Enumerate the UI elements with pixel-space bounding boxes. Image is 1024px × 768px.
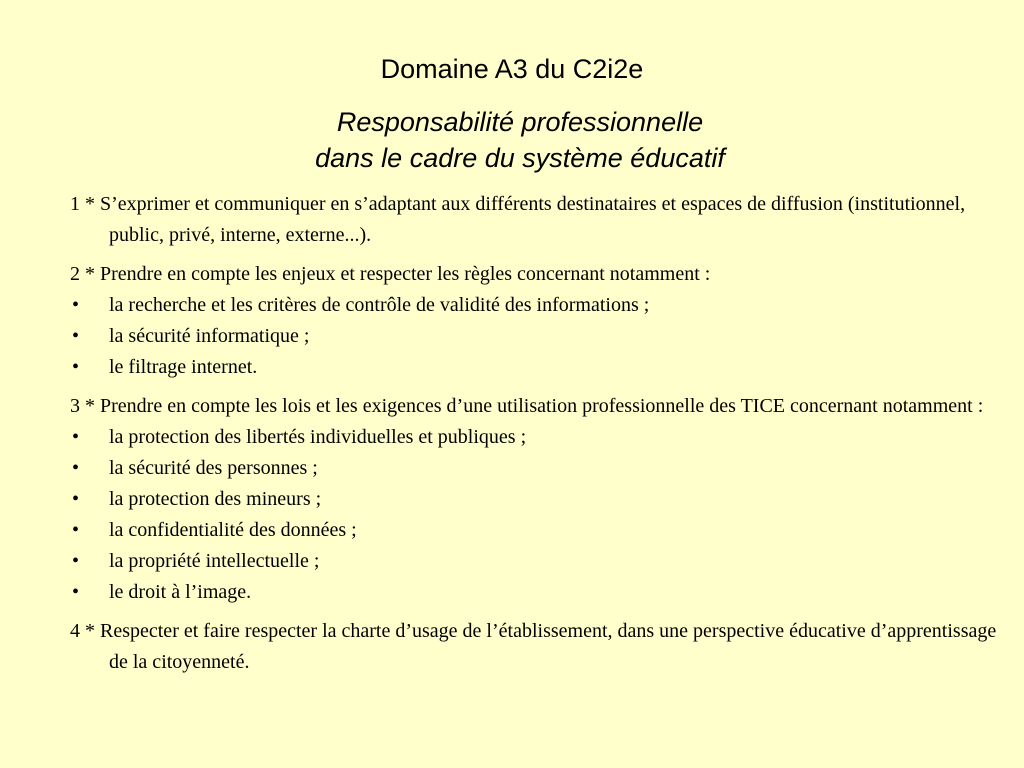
list-item bbox=[70, 352, 1010, 383]
item-1-text: 1 * S’exprimer et communiquer en s’adaptant aux différents destinataires et espaces de diffusion (institutionnel, public, privé, interne, externe...). bbox=[70, 193, 966, 246]
bullet-icon: • bbox=[72, 519, 80, 541]
list-item bbox=[70, 577, 1010, 608]
list-item-text: la recherche et les critères de contrôle de validité des informations ; bbox=[109, 294, 650, 316]
bullet-icon: • bbox=[72, 294, 80, 316]
item-1 bbox=[70, 189, 1010, 251]
list-item-text: la protection des libertés individuelles et publiques ; bbox=[109, 426, 527, 448]
item-3-text: 3 * Prendre en compte les lois et les exigences d’une utilisation professionnelle des TICE concernant notamment : bbox=[70, 395, 984, 417]
list-item-text: le droit à l’image. bbox=[109, 581, 252, 603]
bullet-icon: • bbox=[72, 325, 80, 347]
item-3 bbox=[70, 391, 1010, 608]
bullet-icon: • bbox=[72, 356, 80, 378]
list-item-text: la propriété intellectuelle ; bbox=[109, 550, 320, 572]
subtitle-line-1: Responsabilité professionnelle bbox=[336, 107, 704, 137]
item-4 bbox=[70, 616, 1010, 678]
list-item-text: le filtrage internet. bbox=[109, 356, 258, 378]
item-2-text: 2 * Prendre en compte les enjeux et respecter les règles concernant notamment : bbox=[70, 263, 711, 285]
list-item-text: la confidentialité des données ; bbox=[109, 519, 357, 541]
subtitle-line-2: dans le cadre du système éducatif bbox=[315, 143, 725, 173]
slide-subtitle bbox=[0, 104, 1024, 176]
slide-body bbox=[70, 189, 1010, 678]
list-item bbox=[70, 422, 1010, 453]
bullet-icon: • bbox=[72, 457, 80, 479]
list-item bbox=[70, 515, 1010, 546]
slide-title: Domaine A3 du C2i2e bbox=[380, 54, 644, 84]
item-3-bullet-list bbox=[70, 422, 1010, 608]
list-item bbox=[70, 453, 1010, 484]
list-item bbox=[70, 484, 1010, 515]
list-item bbox=[70, 546, 1010, 577]
item-2 bbox=[70, 259, 1010, 383]
item-2-bullet-list bbox=[70, 290, 1010, 383]
bullet-icon: • bbox=[72, 581, 80, 603]
list-item-text: la sécurité des personnes ; bbox=[109, 457, 318, 479]
bullet-icon: • bbox=[72, 426, 80, 448]
list-item bbox=[70, 321, 1010, 352]
list-item-text: la sécurité informatique ; bbox=[109, 325, 310, 347]
item-4-text: 4 * Respecter et faire respecter la charte d’usage de l’établissement, dans une perspective éducative d’apprentissage de la citoyenneté. bbox=[70, 620, 997, 673]
list-item bbox=[70, 290, 1010, 321]
bullet-icon: • bbox=[72, 550, 80, 572]
list-item-text: la protection des mineurs ; bbox=[109, 488, 322, 510]
bullet-icon: • bbox=[72, 488, 80, 510]
